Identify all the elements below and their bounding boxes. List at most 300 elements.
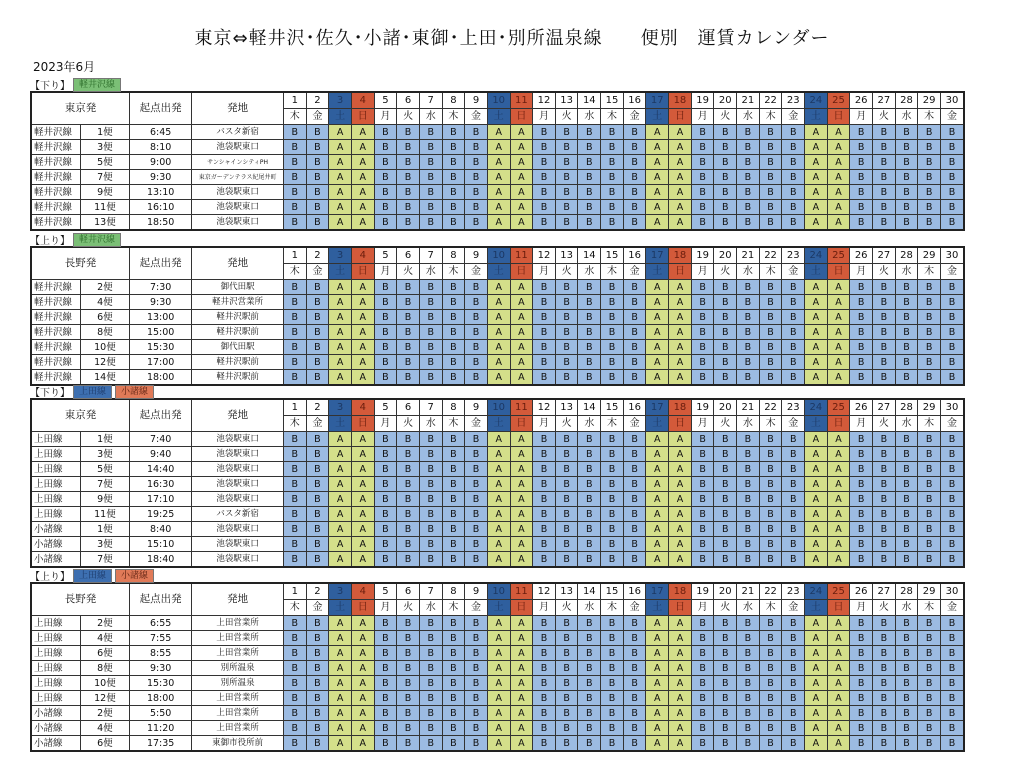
fare-cell: B — [555, 616, 578, 631]
fare-cell: B — [533, 140, 556, 155]
fare-cell: B — [873, 537, 896, 552]
fare-cell: B — [623, 646, 646, 661]
weekday-label: 木 — [442, 600, 465, 616]
fare-cell: B — [714, 432, 737, 447]
fare-cell: B — [895, 661, 918, 676]
fare-cell: B — [759, 616, 782, 631]
fare-cell: B — [578, 215, 601, 231]
route-name: 上田線 — [31, 432, 80, 447]
departure-time: 18:50 — [130, 215, 192, 231]
fare-cell: B — [555, 721, 578, 736]
fare-cell: B — [578, 646, 601, 661]
fare-cell: B — [759, 200, 782, 215]
fare-cell: B — [465, 616, 488, 631]
fare-cell: B — [442, 280, 465, 295]
fare-cell: B — [737, 507, 760, 522]
day-number: 29 — [918, 247, 941, 264]
table-row — [31, 370, 964, 386]
departure-time: 11:20 — [130, 721, 192, 736]
weekday-label: 日 — [669, 600, 692, 616]
weekday-label: 金 — [623, 416, 646, 432]
weekday-label: 水 — [419, 416, 442, 432]
fare-cell: B — [691, 140, 714, 155]
weekday-label: 木 — [283, 109, 306, 125]
table-row — [31, 646, 964, 661]
fare-cell: B — [850, 295, 873, 310]
fare-cell: A — [805, 325, 828, 340]
fare-cell: B — [306, 552, 329, 568]
fare-cell: B — [578, 706, 601, 721]
fare-cell: B — [465, 447, 488, 462]
fare-cell: B — [759, 736, 782, 752]
fare-cell: B — [737, 522, 760, 537]
weekday-label: 金 — [782, 416, 805, 432]
departure-stop: 池袋駅東口 — [192, 477, 284, 492]
departure-stop: 軽井沢駅前 — [192, 370, 284, 386]
fare-cell: B — [940, 646, 964, 661]
fare-cell: A — [329, 310, 352, 325]
fare-cell: A — [351, 185, 374, 200]
weekday-label: 土 — [487, 416, 510, 432]
day-number: 12 — [533, 399, 556, 416]
fare-cell: B — [759, 721, 782, 736]
departure-stop: 軽井沢駅前 — [192, 310, 284, 325]
departure-stop: 池袋駅東口 — [192, 432, 284, 447]
fare-cell: B — [397, 616, 420, 631]
fare-cell: B — [759, 125, 782, 140]
fare-cell: B — [283, 492, 306, 507]
fare-cell: B — [601, 140, 624, 155]
fare-cell: B — [691, 706, 714, 721]
fare-cell: B — [283, 280, 306, 295]
fare-cell: B — [623, 552, 646, 568]
fare-cell: B — [918, 355, 941, 370]
fare-cell: A — [510, 447, 533, 462]
fare-cell: B — [555, 310, 578, 325]
fare-cell: B — [691, 631, 714, 646]
day-number: 28 — [895, 92, 918, 109]
fare-cell: B — [419, 215, 442, 231]
fare-cell: B — [555, 646, 578, 661]
fare-cell: B — [555, 552, 578, 568]
fare-cell: A — [827, 522, 850, 537]
fare-cell: A — [805, 447, 828, 462]
fare-cell: B — [873, 125, 896, 140]
day-number: 21 — [737, 583, 760, 600]
fare-cell: B — [873, 706, 896, 721]
fare-cell: B — [397, 537, 420, 552]
fare-cell: B — [601, 721, 624, 736]
fare-cell: A — [510, 310, 533, 325]
fare-cell: B — [442, 616, 465, 631]
fare-cell: B — [419, 661, 442, 676]
trip-number: 4便 — [80, 295, 129, 310]
fare-cell: B — [691, 280, 714, 295]
fare-cell: B — [737, 170, 760, 185]
fare-cell: A — [351, 155, 374, 170]
fare-cell: B — [623, 477, 646, 492]
fare-cell: B — [601, 661, 624, 676]
fare-cell: B — [419, 155, 442, 170]
day-number: 10 — [487, 247, 510, 264]
fare-cell: B — [850, 706, 873, 721]
weekday-label: 火 — [397, 109, 420, 125]
fare-cell: B — [759, 477, 782, 492]
fare-cell: A — [646, 170, 669, 185]
section-tag-row — [30, 233, 970, 246]
trip-number: 1便 — [80, 125, 129, 140]
day-number: 20 — [714, 92, 737, 109]
departure-stop: 別所温泉 — [192, 661, 284, 676]
departure-time-header: 起点出発 — [130, 247, 192, 280]
fare-cell: B — [714, 140, 737, 155]
trip-number: 14便 — [80, 370, 129, 386]
weekday-label: 月 — [691, 109, 714, 125]
day-number: 3 — [329, 92, 352, 109]
fare-cell: A — [510, 295, 533, 310]
fare-cell: B — [578, 155, 601, 170]
fare-cell: B — [283, 537, 306, 552]
fare-cell: B — [918, 185, 941, 200]
trip-number: 10便 — [80, 340, 129, 355]
weekday-label: 水 — [895, 109, 918, 125]
fare-cell: B — [306, 200, 329, 215]
trip-number: 13便 — [80, 215, 129, 231]
table-row — [31, 215, 964, 231]
fare-cell: B — [374, 691, 397, 706]
fare-cell: B — [691, 155, 714, 170]
fare-cell: B — [419, 325, 442, 340]
fare-cell: B — [283, 616, 306, 631]
fare-cell: B — [442, 661, 465, 676]
fare-cell: A — [646, 432, 669, 447]
day-number: 4 — [351, 247, 374, 264]
fare-cell: B — [555, 661, 578, 676]
fare-cell: B — [465, 552, 488, 568]
header-row-days — [31, 247, 964, 264]
fare-cell: B — [555, 492, 578, 507]
fare-cell: A — [329, 721, 352, 736]
fare-cell: B — [873, 477, 896, 492]
fare-cell: B — [374, 537, 397, 552]
departure-stop: 池袋駅東口 — [192, 447, 284, 462]
day-number: 28 — [895, 583, 918, 600]
fare-cell: B — [533, 552, 556, 568]
fare-cell: B — [737, 552, 760, 568]
weekday-label: 水 — [419, 600, 442, 616]
fare-cell: A — [805, 462, 828, 477]
fare-cell: A — [510, 355, 533, 370]
fare-cell: B — [397, 340, 420, 355]
fare-cell: A — [827, 736, 850, 752]
departure-time: 18:00 — [130, 691, 192, 706]
weekday-label: 土 — [329, 109, 352, 125]
departure-stop: 軽井沢駅前 — [192, 325, 284, 340]
day-number: 30 — [940, 92, 964, 109]
departure-time-header: 起点出発 — [130, 92, 192, 125]
fare-cell: B — [918, 340, 941, 355]
fare-cell: B — [623, 325, 646, 340]
fare-cell: B — [533, 355, 556, 370]
fare-cell: B — [940, 537, 964, 552]
fare-cell: B — [623, 736, 646, 752]
fare-cell: B — [940, 462, 964, 477]
weekday-label: 水 — [578, 109, 601, 125]
fare-cell: B — [918, 706, 941, 721]
fare-cell: B — [895, 537, 918, 552]
fare-cell: B — [714, 125, 737, 140]
day-number: 9 — [465, 92, 488, 109]
fare-cell: B — [533, 522, 556, 537]
weekday-label: 水 — [737, 264, 760, 280]
fare-cell: A — [646, 325, 669, 340]
fare-cell: A — [487, 507, 510, 522]
fare-cell: A — [510, 170, 533, 185]
day-number: 27 — [873, 399, 896, 416]
weekday-label: 木 — [918, 416, 941, 432]
weekday-label: 木 — [442, 109, 465, 125]
fare-cell: B — [759, 310, 782, 325]
route-name: 上田線 — [31, 691, 80, 706]
departure-stop: バスタ新宿 — [192, 125, 284, 140]
fare-cell: B — [850, 355, 873, 370]
fare-cell: B — [940, 215, 964, 231]
departure-time: 15:10 — [130, 537, 192, 552]
fare-cell: B — [306, 140, 329, 155]
fare-cell: B — [918, 432, 941, 447]
fare-cell: A — [805, 310, 828, 325]
weekday-label: 土 — [646, 416, 669, 432]
fare-cell: B — [623, 200, 646, 215]
fare-cell: A — [487, 447, 510, 462]
fare-cell: A — [351, 170, 374, 185]
fare-cell: B — [374, 616, 397, 631]
fare-cell: B — [623, 155, 646, 170]
route-name: 軽井沢線 — [31, 355, 80, 370]
fare-cell: A — [487, 537, 510, 552]
weekday-label: 土 — [805, 600, 828, 616]
fare-cell: B — [850, 552, 873, 568]
fare-cell: B — [601, 295, 624, 310]
fare-cell: B — [601, 492, 624, 507]
fare-cell: B — [940, 295, 964, 310]
fare-cell: B — [578, 736, 601, 752]
origin-header: 東京発 — [31, 399, 130, 432]
day-number: 15 — [601, 583, 624, 600]
day-number: 23 — [782, 92, 805, 109]
day-number: 28 — [895, 399, 918, 416]
fare-cell: A — [669, 447, 692, 462]
fare-cell: A — [351, 340, 374, 355]
fare-cell: A — [669, 355, 692, 370]
fare-cell: B — [714, 447, 737, 462]
fare-cell: B — [578, 432, 601, 447]
fare-cell: B — [782, 185, 805, 200]
fare-cell: A — [329, 340, 352, 355]
fare-table — [30, 398, 965, 568]
table-row — [31, 310, 964, 325]
fare-cell: B — [895, 616, 918, 631]
day-number: 1 — [283, 247, 306, 264]
day-number: 2 — [306, 92, 329, 109]
fare-cell: B — [419, 552, 442, 568]
fare-cell: A — [669, 125, 692, 140]
fare-cell: B — [759, 631, 782, 646]
fare-cell: B — [578, 447, 601, 462]
fare-cell: A — [669, 646, 692, 661]
fare-cell: B — [918, 200, 941, 215]
fare-cell: B — [782, 736, 805, 752]
fare-cell: B — [578, 170, 601, 185]
weekday-label: 火 — [555, 416, 578, 432]
fare-cell: B — [782, 295, 805, 310]
fare-cell: B — [442, 676, 465, 691]
fare-cell: B — [623, 125, 646, 140]
fare-cell: B — [873, 736, 896, 752]
route-name: 軽井沢線 — [31, 125, 80, 140]
fare-cell: B — [691, 185, 714, 200]
weekday-label: 日 — [510, 264, 533, 280]
fare-cell: A — [669, 432, 692, 447]
fare-cell: B — [374, 215, 397, 231]
trip-number: 5便 — [80, 462, 129, 477]
fare-cell: B — [918, 295, 941, 310]
day-number: 14 — [578, 247, 601, 264]
fare-section — [30, 233, 970, 386]
trip-number: 8便 — [80, 661, 129, 676]
fare-cell: A — [669, 552, 692, 568]
fare-cell: A — [805, 706, 828, 721]
day-number: 10 — [487, 583, 510, 600]
day-number: 21 — [737, 247, 760, 264]
fare-cell: A — [827, 200, 850, 215]
fare-cell: A — [329, 325, 352, 340]
fare-cell: B — [850, 125, 873, 140]
fare-cell: B — [465, 310, 488, 325]
route-name: 軽井沢線 — [31, 310, 80, 325]
fare-cell: A — [351, 706, 374, 721]
weekday-label: 土 — [646, 264, 669, 280]
weekday-label: 木 — [442, 416, 465, 432]
fare-cell: B — [759, 447, 782, 462]
day-number: 14 — [578, 92, 601, 109]
fare-cell: B — [555, 155, 578, 170]
fare-cell: B — [918, 691, 941, 706]
fare-cell: B — [601, 310, 624, 325]
fare-cell: B — [419, 355, 442, 370]
departure-stop: 池袋駅東口 — [192, 140, 284, 155]
day-number: 24 — [805, 247, 828, 264]
day-number: 22 — [759, 92, 782, 109]
fare-cell: B — [442, 200, 465, 215]
fare-cell: B — [895, 522, 918, 537]
fare-cell: B — [714, 736, 737, 752]
trip-number: 5便 — [80, 155, 129, 170]
departure-time: 9:00 — [130, 155, 192, 170]
fare-cell: B — [306, 522, 329, 537]
day-number: 18 — [669, 583, 692, 600]
fare-cell: B — [283, 170, 306, 185]
day-number: 24 — [805, 583, 828, 600]
fare-cell: B — [782, 522, 805, 537]
fare-cell: A — [646, 477, 669, 492]
day-number: 22 — [759, 399, 782, 416]
departure-stop: 池袋駅東口 — [192, 537, 284, 552]
departure-time: 16:10 — [130, 200, 192, 215]
weekday-label: 木 — [759, 416, 782, 432]
fare-cell: B — [714, 477, 737, 492]
route-name: 軽井沢線 — [31, 295, 80, 310]
fare-cell: B — [737, 721, 760, 736]
fare-cell: B — [555, 295, 578, 310]
month-label: 2023年6月 — [33, 60, 96, 74]
fare-cell: A — [487, 340, 510, 355]
section-tag-row — [30, 78, 970, 91]
day-number: 24 — [805, 92, 828, 109]
fare-cell: B — [283, 552, 306, 568]
fare-cell: B — [940, 325, 964, 340]
fare-cell: B — [374, 507, 397, 522]
departure-time: 13:10 — [130, 185, 192, 200]
fare-cell: B — [850, 155, 873, 170]
route-name: 軽井沢線 — [31, 340, 80, 355]
fare-cell: B — [306, 355, 329, 370]
fare-cell: B — [419, 140, 442, 155]
fare-cell: A — [669, 477, 692, 492]
fare-cell: A — [669, 736, 692, 752]
fare-cell: B — [691, 125, 714, 140]
fare-cell: B — [918, 492, 941, 507]
weekday-label: 月 — [533, 109, 556, 125]
fare-cell: B — [306, 691, 329, 706]
fare-cell: B — [691, 310, 714, 325]
fare-cell: B — [555, 185, 578, 200]
fare-cell: B — [533, 447, 556, 462]
fare-cell: B — [691, 661, 714, 676]
fare-cell: A — [646, 676, 669, 691]
fare-cell: A — [805, 537, 828, 552]
day-number: 17 — [646, 583, 669, 600]
fare-cell: B — [442, 140, 465, 155]
day-number: 2 — [306, 399, 329, 416]
table-row — [31, 507, 964, 522]
weekday-label: 水 — [895, 416, 918, 432]
trip-number: 1便 — [80, 432, 129, 447]
fare-cell: B — [306, 721, 329, 736]
fare-cell: B — [374, 200, 397, 215]
fare-cell: B — [419, 125, 442, 140]
fare-cell: B — [873, 170, 896, 185]
fare-cell: B — [782, 706, 805, 721]
fare-cell: B — [782, 355, 805, 370]
trip-number: 12便 — [80, 355, 129, 370]
weekday-label: 火 — [873, 416, 896, 432]
weekday-label: 火 — [714, 416, 737, 432]
fare-cell: B — [533, 170, 556, 185]
trip-number: 2便 — [80, 280, 129, 295]
fare-cell: B — [442, 355, 465, 370]
fare-cell: B — [397, 140, 420, 155]
fare-cell: B — [940, 170, 964, 185]
route-name: 軽井沢線 — [31, 215, 80, 231]
fare-cell: A — [669, 631, 692, 646]
fare-cell: A — [827, 507, 850, 522]
fare-cell: B — [442, 522, 465, 537]
fare-cell: B — [623, 492, 646, 507]
direction-label: 【上り】 — [30, 236, 70, 247]
fare-cell: B — [759, 340, 782, 355]
fare-cell: B — [873, 616, 896, 631]
